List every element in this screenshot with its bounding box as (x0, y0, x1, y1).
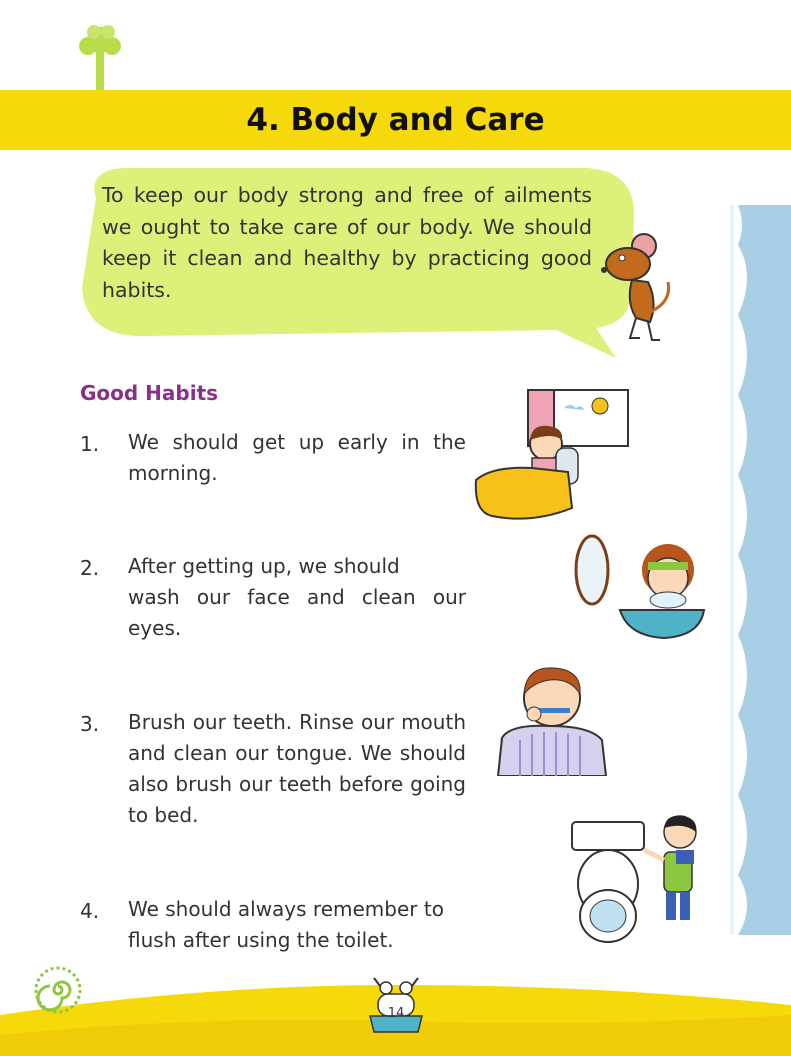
page-number: 14 (387, 1006, 405, 1021)
habit-text: We should get up early in the morning. (128, 430, 466, 485)
habit-number: 4. (80, 899, 100, 923)
habit-text-line: After getting up, we should (128, 554, 400, 578)
chapter-title: 4. Body and Care (246, 102, 545, 138)
tree-logo-icon (76, 22, 124, 90)
mascot-footer-icon (364, 972, 428, 1034)
toothbrush-illustration-icon (490, 664, 610, 776)
bed-illustration-icon (472, 388, 632, 528)
washbasin-illustration-icon (572, 534, 708, 644)
habit-number: 1. (80, 432, 100, 456)
side-panel-decoration (716, 205, 791, 935)
habit-text-line: wash our face and clean our eyes. (128, 585, 466, 640)
toilet-illustration-icon (566, 812, 706, 958)
habit-text: We should always remember to flush after using the toilet. (128, 897, 444, 952)
habit-number: 3. (80, 712, 100, 736)
mouse-mascot-icon (592, 232, 676, 344)
habit-number: 2. (80, 556, 100, 580)
section-title: Good Habits (80, 381, 219, 405)
spiral-decoration-icon (30, 962, 86, 1018)
intro-text: To keep our body strong and free of ailments we ought to take care of our body. We should keep it clean and healthy by practicing good habits. (102, 183, 592, 302)
habit-text: Brush our teeth. Rinse our mouth and clean our tongue. We should also brush our teeth before going to bed. (128, 710, 466, 827)
